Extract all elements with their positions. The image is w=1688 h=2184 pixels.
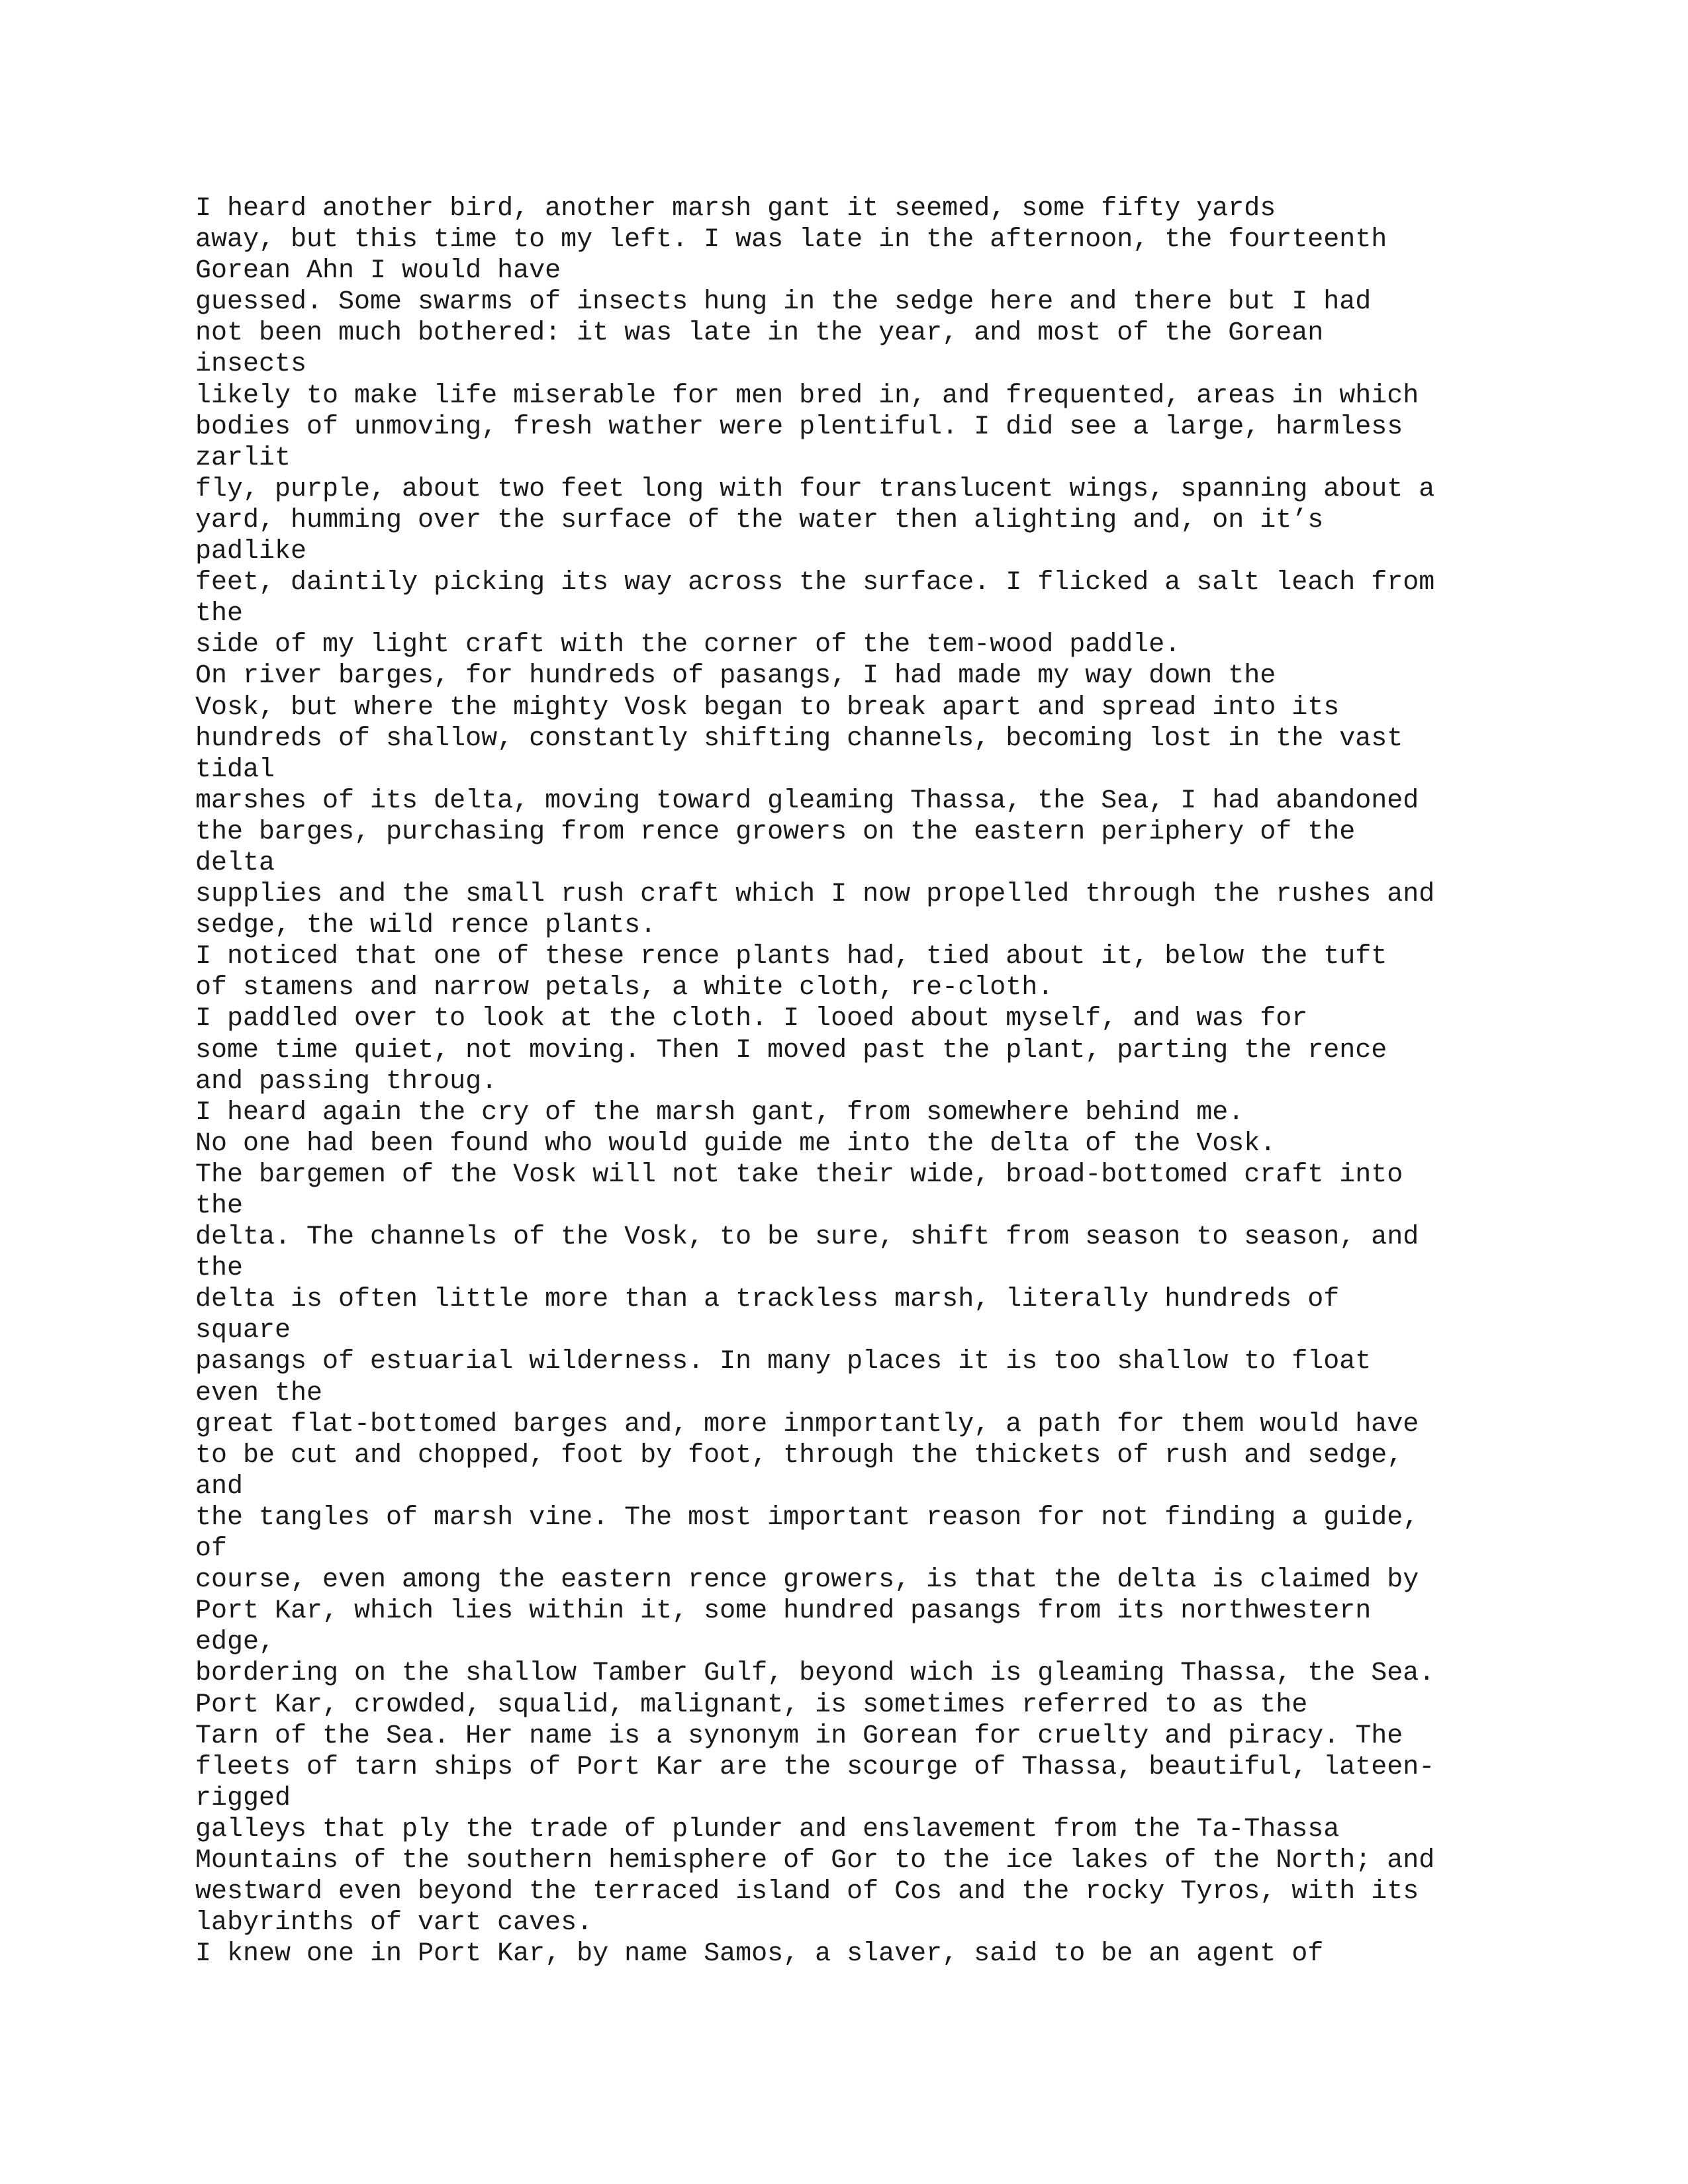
text-line: sedge, the wild rence plants. xyxy=(195,911,657,941)
text-line: side of my light craft with the corner of the tem-wood paddle. xyxy=(195,630,1181,660)
text-line: delta. The channels of the Vosk, to be sure, shift from season to season, and xyxy=(195,1222,1419,1253)
text-line: and xyxy=(195,1471,244,1502)
text-line: I heard another bird, another marsh gant it seemed, some fifty yards xyxy=(195,194,1276,224)
text-line: the xyxy=(195,1253,244,1284)
text-line: and passing throug. xyxy=(195,1066,498,1097)
text-line: of stamens and narrow petals, a white cloth, re-cloth. xyxy=(195,973,1054,1003)
text-line: edge, xyxy=(195,1627,275,1658)
text-line: delta xyxy=(195,848,275,878)
text-line: the xyxy=(195,599,244,629)
text-line: guessed. Some swarms of insects hung in the sedge here and there but I had xyxy=(195,287,1372,318)
text-line: Port Kar, which lies within it, some hundred pasangs from its northwestern xyxy=(195,1596,1372,1627)
text-line: Vosk, but where the mighty Vosk began to break apart and spread into its xyxy=(195,692,1340,723)
text-line: I knew one in Port Kar, by name Samos, a slaver, said to be an agent of xyxy=(195,1939,1324,1970)
body-text xyxy=(195,193,1519,1970)
text-line: pasangs of estuarial wilderness. In many places it is too shallow to float xyxy=(195,1347,1372,1377)
text-line: some time quiet, not moving. Then I moved past the plant, parting the rence xyxy=(195,1035,1387,1066)
text-line: marshes of its delta, moving toward gleaming Thassa, the Sea, I had abandoned xyxy=(195,786,1419,816)
text-line: away, but this time to my left. I was late in the afternoon, the fourteenth xyxy=(195,225,1387,255)
text-line: fly, purple, about two feet long with four translucent wings, spanning about a xyxy=(195,474,1435,504)
text-line: feet, daintily picking its way across the surface. I flicked a salt leach from xyxy=(195,568,1435,598)
text-line: The bargemen of the Vosk will not take their wide, broad-bottomed craft into xyxy=(195,1160,1403,1190)
text-line: I paddled over to look at the cloth. I looed about myself, and was for xyxy=(195,1004,1308,1034)
text-line: bodies of unmoving, fresh wather were plentiful. I did see a large, harmless xyxy=(195,412,1403,442)
text-line: fleets of tarn ships of Port Kar are the scourge of Thassa, beautiful, lateen- xyxy=(195,1752,1435,1782)
text-line: Mountains of the southern hemisphere of Gor to the ice lakes of the North; and xyxy=(195,1845,1435,1876)
text-line: galleys that ply the trade of plunder and enslavement from the Ta-Thassa xyxy=(195,1814,1340,1844)
text-line: the xyxy=(195,1191,244,1221)
text-line: likely to make life miserable for men bred in, and frequented, areas in which xyxy=(195,381,1419,411)
text-line: No one had been found who would guide me into the delta of the Vosk. xyxy=(195,1128,1276,1159)
text-line: I heard again the cry of the marsh gant, from somewhere behind me. xyxy=(195,1097,1244,1128)
text-line: course, even among the eastern rence growers, is that the delta is claimed by xyxy=(195,1565,1419,1596)
text-line: insects xyxy=(195,349,307,380)
text-line: square xyxy=(195,1316,291,1346)
text-line: to be cut and chopped, foot by foot, through the thickets of rush and sedge, xyxy=(195,1440,1403,1471)
text-line: On river barges, for hundreds of pasangs, I had made my way down the xyxy=(195,661,1276,692)
text-line: westward even beyond the terraced island of Cos and the rocky Tyros, with its xyxy=(195,1877,1419,1907)
text-line: Gorean Ahn I would have xyxy=(195,256,561,287)
text-line: bordering on the shallow Tamber Gulf, beyond wich is gleaming Thassa, the Sea. xyxy=(195,1659,1435,1689)
text-line: padlike xyxy=(195,537,307,567)
text-line: Tarn of the Sea. Her name is a synonym in Gorean for cruelty and piracy. The xyxy=(195,1721,1403,1751)
text-line: even the xyxy=(195,1378,323,1408)
text-line: of xyxy=(195,1534,228,1565)
text-line: great flat-bottomed barges and, more inmportantly, a path for them would have xyxy=(195,1409,1419,1439)
text-line: not been much bothered: it was late in the year, and most of the Gorean xyxy=(195,318,1324,349)
text-line: the tangles of marsh vine. The most important reason for not finding a guide, xyxy=(195,1502,1419,1533)
text-line: Port Kar, crowded, squalid, malignant, is sometimes referred to as the xyxy=(195,1690,1308,1720)
text-line: hundreds of shallow, constantly shifting channels, becoming lost in the vast xyxy=(195,723,1403,754)
text-line: yard, humming over the surface of the water then alighting and, on it’s xyxy=(195,505,1324,535)
text-line: delta is often little more than a trackless marsh, literally hundreds of xyxy=(195,1285,1340,1315)
text-line: rigged xyxy=(195,1783,291,1813)
text-line: the barges, purchasing from rence growers on the eastern periphery of the xyxy=(195,817,1356,847)
text-line: I noticed that one of these rence plants had, tied about it, below the tuft xyxy=(195,942,1387,972)
text-line: supplies and the small rush craft which I now propelled through the rushes and xyxy=(195,880,1435,910)
text-line: tidal xyxy=(195,754,275,785)
text-line: zarlit xyxy=(195,443,291,473)
text-line: labyrinths of vart caves. xyxy=(195,1908,593,1938)
